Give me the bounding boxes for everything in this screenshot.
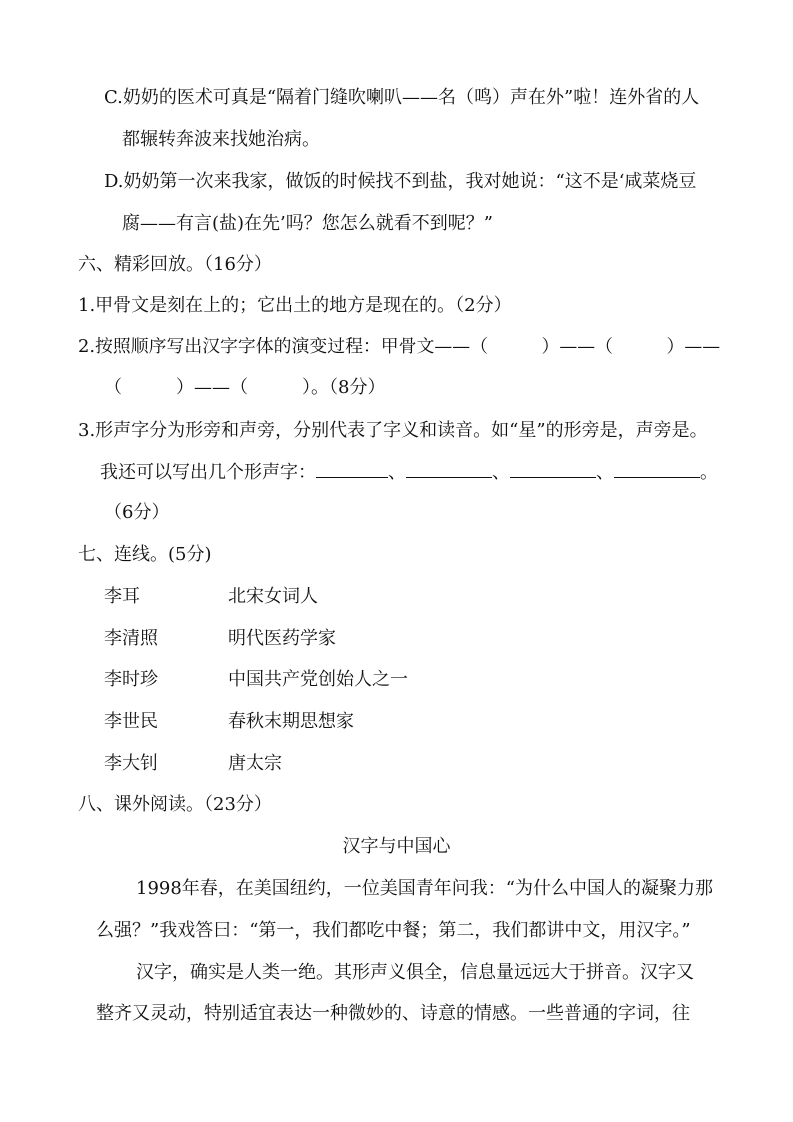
- match-left-item[interactable]: 李大钊: [104, 753, 158, 774]
- separator: 、: [492, 462, 510, 483]
- match-left-item[interactable]: 李世民: [104, 711, 158, 732]
- answer-blank-3[interactable]: [510, 459, 596, 478]
- answer-blank-2[interactable]: [406, 459, 492, 478]
- match-left-item[interactable]: 李清照: [104, 628, 158, 649]
- article-title: 汉字与中国心: [342, 836, 451, 857]
- paragraph-1-line2: 么强？”我戏答曰：“第一，我们都吃中餐；第二，我们都讲中文，用汉字。”: [96, 920, 691, 941]
- match-right-item[interactable]: 唐太宗: [228, 753, 282, 774]
- end-mark: 。: [700, 462, 718, 483]
- match-right-item[interactable]: 中国共产党创始人之一: [228, 669, 408, 690]
- match-right-item[interactable]: 北宋女词人: [228, 586, 318, 607]
- option-d-line1: D.奶奶第一次来我家，做饭的时候找不到盐，我对她说：“这不是‘咸菜烧豆: [104, 171, 697, 192]
- answer-blank-1[interactable]: [316, 459, 388, 478]
- question-3-prefix: 我还可以写出几个形声字：: [100, 462, 316, 483]
- question-3-line3: （6分）: [104, 502, 170, 523]
- paragraph-2-line1: 汉字，确实是人类一绝。其形声义俱全，信息量远远大于拼音。汉字又: [136, 962, 694, 983]
- match-right-item[interactable]: 春秋末期思想家: [228, 711, 354, 732]
- question-3-line1: 3.形声字分为形旁和声旁，分别代表了字义和读音。如“星”的形旁是，声旁是。: [78, 420, 708, 441]
- question-3-line2: [100, 459, 718, 486]
- option-c-line1: C.奶奶的医术可真是“隔着门缝吹喇叭——名（鸣）声在外”啦！连外省的人: [104, 87, 700, 108]
- option-d-line2: 腐——有言(盐)在先’吗？您怎么就看不到呢？”: [122, 213, 493, 234]
- separator: 、: [388, 462, 406, 483]
- match-left-item[interactable]: 李耳: [104, 586, 140, 607]
- question-2-line1: 2.按照顺序写出汉字字体的演变过程：甲骨文——（ ）——（ ）——: [78, 336, 721, 357]
- answer-blank-4[interactable]: [614, 459, 700, 478]
- match-left-item[interactable]: 李时珍: [104, 669, 158, 690]
- question-1: 1.甲骨文是刻在上的；它出土的地方是现在的。（2分）: [78, 295, 512, 316]
- question-2-line2: （ ）——（ ）。（8分）: [104, 377, 386, 398]
- match-right-item[interactable]: 明代医药学家: [228, 628, 336, 649]
- option-c-line2: 都辗转奔波来找她治病。: [122, 129, 320, 150]
- separator: 、: [596, 462, 614, 483]
- section-6-heading: 六、精彩回放。（16分）: [78, 254, 272, 275]
- section-7-heading: 七、连线。(5分): [78, 544, 212, 565]
- paragraph-1-line1: 1998年春，在美国纽约，一位美国青年问我：“为什么中国人的凝聚力那: [136, 878, 714, 899]
- paragraph-2-line2: 整齐又灵动，特别适宜表达一种微妙的、诗意的情感。一些普通的字词，往: [96, 1003, 690, 1024]
- section-8-heading: 八、课外阅读。（23分）: [78, 794, 272, 815]
